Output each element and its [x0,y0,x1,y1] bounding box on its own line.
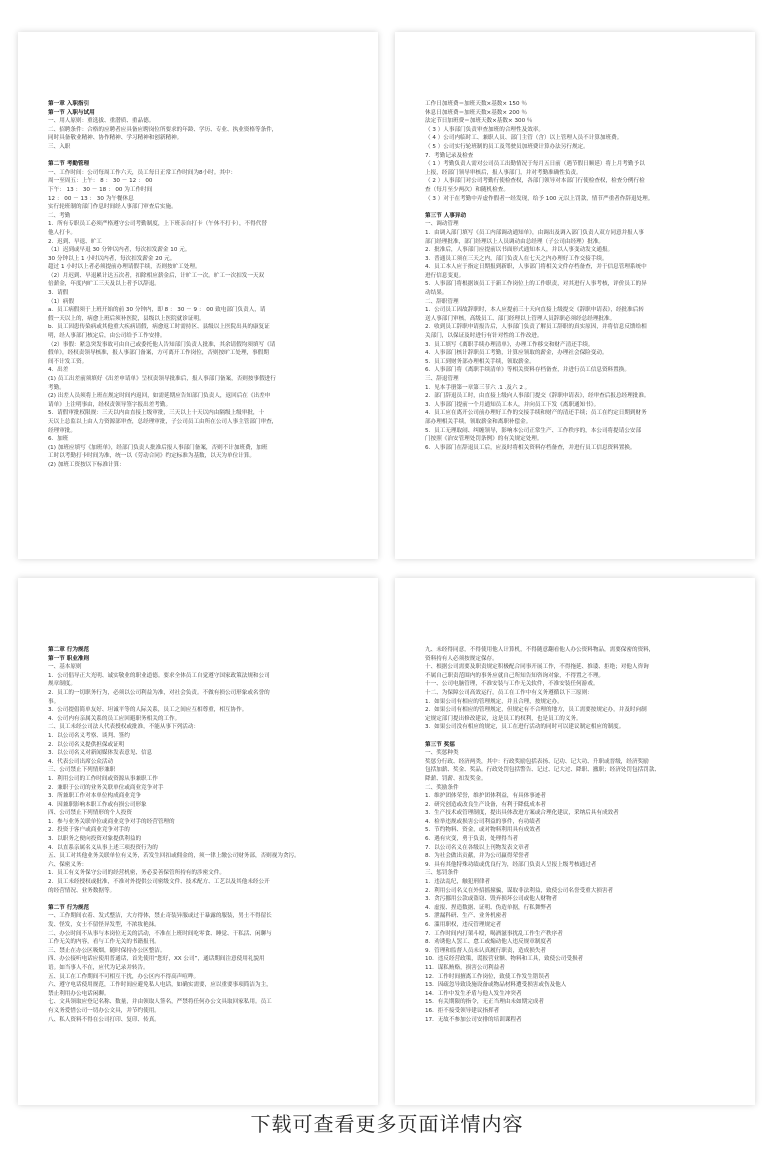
text-line: (2) 出差人员须将上班在规定时间内返回，如需延期应告知部门负责人，返回后在《出差申 [48,393,271,400]
text-line: （ 3 ）人事部门负责审查加班的合理性及效率。 [425,126,544,133]
text-line: 3．所兼职工作对本单位构成商业竞争 [48,793,142,800]
text-line: 一、基本原则 [48,664,82,671]
text-line: (2) 加班工资按以下标准计算： [48,461,125,468]
text-line: 8．为社会做出贡献，并为公司赢得荣誉者 [425,853,530,860]
text-line: （ 2 ）人事部门对公司考勤行使检查权，各部门领导对本部门行使检查权，检查分例行检 [425,178,645,185]
text-line: 一、用人原则：重选拔、重潜质、重品德。 [48,118,155,125]
text-line: 3．生产技术或管理制度，提出具体改进方案或合理化建议，采纳后具有成效者 [425,810,619,817]
text-line: 5．人事部门将根据该员工于新工作岗位上的工作职责，对其进行人事考核，评价员工的异 [425,281,647,288]
text-line [425,203,729,212]
text-line: 工作日加班费＝加班天数×基数× 150 ％ [425,101,527,107]
text-line: 不属自己职责范围内的事务应就自己所知告知咨询对象，不得置之不理。 [425,672,605,679]
text-line [48,895,352,904]
text-line: （2）事假：紧急突发事故可由自己或委托他人告知部门负责人批准，其余请假均须填写《请 [48,341,276,348]
text-line: 发、怪发，女士不留怪异发型，不浓妆艳抹。 [48,922,160,928]
text-line: 3．以公司名义对新闻媒体发表意见、信息 [48,750,153,757]
text-line: 的经营情况、业务数据等。 [48,887,116,894]
text-line: 2．批准后，人事部门应提前以书面形式通知本人，并以人事变动发文通报。 [425,247,614,254]
text-line: 三、公司禁止下列情形兼职 [48,767,116,774]
text-line: 工作无关的内容，看与工作无关的书籍报刊。 [48,939,160,946]
text-line: 5．泄漏科研、生产、业务机密者 [425,913,507,920]
text-line: 假一天以上的，病愈上班后须补医院，县级以上医院就诊证明。 [48,315,205,322]
text-line: 2．投资于客户或商业竞争对手的 [48,827,130,834]
text-line: 4．员工应在离开公司前办理好工作的交接手续和财产的清还手续；员工在约定日期到财务 [425,410,647,417]
text-line: 进行信息变更。 [425,272,465,279]
text-line: 十二、为保障公司高效运行，员工在工作中有义务遵循以下三原则： [425,689,593,696]
text-line: 关部门，以保证及时进行有针对性的工作改进。 [425,333,543,340]
text-line: a．员工病假须于上班开始的前 30 分钟内，即 8 ： 30 － 9 ： 00 致电部门负责人，请 [48,307,266,314]
text-line: 工时以考勤打卡时间为准，统一以《劳动合同》约定标准为基数，以天为单位计算。 [48,453,255,460]
text-line: 休息日加班费＝加班天数×基数× 200 ％ [425,109,527,116]
text-line: 5．员工无理取闹、纠缠领导，影响本公司正常生产、工作秩序的，本公司将提请公安部 [425,427,642,434]
text-line: 1．员工有义务保守公司的经营机密，务必妥善保管所持有的涉密文件。 [48,870,225,877]
text-line: 六、保密义务： [48,861,88,868]
text-line: 1．维护团体荣誉，维护团体利益，有具体事迹者 [425,793,547,800]
text-line: 2．员工未经授权或批准，不准对外提供公司密级文件、技术配方、工艺以及其他未经公开 [48,879,270,886]
text-line: (1) 员工出差前须填好《出差申请单》呈权责领导批准后，报人事部门备案，否则按事假进行 [48,376,276,382]
text-line: 部门经理批准，部门经理以上人员调动由总经理（子公司由经理）批准。 [425,238,605,245]
text-line: 规章制度。 [48,681,76,688]
text-line: 五、员工在工作期间不可相互干扰，办公区内不得高声喧哗。 [48,973,200,980]
text-line: 上报，经部门领导审核后，报人事部门，并对考勤准确性负责。 [425,169,582,176]
text-line: 四、公司禁止下列情形的个人投资 [48,810,132,817]
text-line: 三、禁止在办公区吸烟，随时保持办公区整洁。 [48,947,166,954]
text-line: 7．考勤记录及检查 [425,152,474,159]
text-line: （ 3 ）对于在考勤中弄虚作假者一经发现，给予 100 元以上罚款，情节严重者作辞退处理。 [425,195,654,202]
text-line: （1）病假 [48,298,74,305]
section-heading: 第一节 职业准则 [48,655,90,662]
text-line: 十一、公司电脑管理，不准安装与工作无关软件，不准安装任何游戏。 [425,681,599,688]
text-line: 2．员工的一切职务行为，必须以公司利益为准，对社会负责。不做有损公司形象或名誉的 [48,689,270,696]
text-line [48,152,352,161]
text-line: 3．公司提倡简单友好、坦诚平等的人际关系，员工之间应互相尊重，相互协作。 [48,707,248,714]
text-line: 包括加薪、奖金、奖品。行政处罚包括警告、记过、记大过、降职、撤职；经济处罚包括罚款、 [425,767,660,774]
text-line: 3．员工填写《离职手续办理清单》，办理工作移交和财产清还手续。 [425,341,594,348]
text-line: 周一至周五：上午： 8 ： 30 － 12 ： 00 [48,178,153,185]
text-line: 2．如果公司有相应的管理规定，但规定有不合理的地方，员工需要按规定办，并及时向制 [425,707,647,714]
text-line: 2．部门辞退员工时，由直接上级向人事部门提交《辞职申请表》，经审查后报总经理批准。 [425,393,650,400]
text-line: 四、办公接听电话应使用普通话，首先使用“您好，XX 公司”，通话期间注意使用礼貌用 [48,956,265,963]
text-line: 五、员工对其他业务关联单位有义务，若发生回扣或佣金的，须一律上缴公司财务部，否则视为贪污。 [48,853,300,860]
text-line: 6．遇有灾变，勇于负责，处理得当者 [425,836,519,843]
text-line: 有义务爱惜公司一切办公文具，并节约使用。 [48,1007,160,1014]
document-page-4 [395,578,755,1105]
text-line: 13．因疏忽导致设施设备或物品材料遭受损害或伤及他人 [425,982,567,989]
text-line: 1．公司倡导正大光明、诚实敬业的职业道德。要求全体员工自觉遵守国家政策法规和公司 [48,672,270,679]
text-line: 三、惩罚条件 [425,870,459,877]
text-line: （ 4 ）公司内临时工、兼职人员、部门主管（含）以上管理人员不计算加班费。 [425,135,623,142]
text-line: （2）月迟到、早退累计达五次者，扣除相应薪金后，计旷工一次。旷工一次扣发一天双 [48,272,265,279]
text-line: （ 5 ）公司实行轮班制的员工及驾驶员加班费计算办法另行规定。 [425,143,589,150]
text-line: 降薪、罚薪、扣发奖金。 [425,775,487,782]
text-line: 动结果。 [425,290,448,297]
text-line: 14．工作中发生矛盾与他人发生冲突者 [425,990,522,997]
text-line: 7．工作时间内打架斗殴，喝酒滋事扰乱工作生产秩序者 [425,930,563,937]
document-page-1 [18,32,378,559]
text-line: 2．兼职于公司的业务关联单位或商业竞争对手 [48,784,164,791]
text-line: 二、办公时间不从事与本岗位无关的活动，不准在上班时间吃零食、睡觉、干私活、闲聊与 [48,930,272,937]
text-line: 一、奖惩种类 [425,750,459,757]
text-line: 3．普通员工须在三天之内，部门负责人在七天之内办理好工作交接手续。 [425,255,608,262]
text-line: 二、辞职管理 [425,298,459,305]
text-line: 考勤。 [48,384,65,391]
text-line: 4．员工本人应于指定日期报到新职，人事部门将相关文件存档备查，并于信息管理系统中 [425,264,647,271]
text-line: 15．有关期限的指令，无正当理由未如期完成者 [425,999,544,1006]
text-line: 查（每月至少两次）和随机检查。 [425,186,509,193]
text-line: 9．具有其他特殊功绩或优良行为，经部门负责人呈报上级考核通过者 [425,861,597,868]
section-heading: 第二节 行为规范 [48,904,90,911]
text-line: 3．贪污挪用公款或盗窃、毁弃损坏公司或他人财物者 [425,896,558,903]
text-line: 6．滥用职权，违反管理规定者 [425,922,502,928]
text-line: 二、考勤 [48,212,71,219]
text-line: 经理审批。 [48,427,76,434]
section-heading: 第一节 入职与试用 [48,109,95,116]
text-line: 假单》，经权责领导核准，报人事部门备案，方可离开工作岗位，否则按旷工处理，事假期 [48,350,269,357]
text-line: 九、未经得同意，不得使用他人计算机，不得随意翻看他人办公资料物品，需要保密的资料， [425,647,655,653]
text-line: 资料持有人必须按规定保存。 [425,655,498,662]
text-line: 4．虚报、捏造数据、证明、伪造单据，行私舞弊者 [425,904,552,911]
text-line: 定规定部门提出修改建议，这是员工的权利，也是员工的义务。 [425,715,582,722]
section-heading: 第二节 考勤管理 [48,161,90,168]
document-page-2 [395,32,755,559]
text-line: 明，经人事部门核定后，由公司给予工作安排。 [48,333,166,340]
text-line: 12 ： 00 － 13 ： 30 为午餐休息 [48,195,134,202]
text-line: （ 1 ）考勤负责人需对公司员工出勤情况于每月五日前（遇节假日顺延）将上月考勤予以 [425,161,645,168]
text-line: 事。 [48,698,60,705]
text-line: 1．如果公司有相应的管理规定，并且合理，按规定办。 [425,698,563,705]
text-line: 9．管理和监督人员未认真履行职责，造成损失者 [425,947,547,954]
text-line: 法定节日加班费＝加班天数×基数× 300 ％ [425,118,533,125]
text-line: 请单》上注明事由，经权责领导签字报出差考勤。 [48,401,172,408]
text-line: 门按照《治安管理处罚条例》的有关规定处理。 [425,436,543,443]
text-line: 4．检举违规或损害公司利益的事件，有功绩者 [425,818,541,825]
text-line: 送人事部门审核，高级员工、部门经理以上管理人员辞职必须经总经理批准。 [425,315,616,322]
text-line: 1．违法乱纪，触犯刑律者 [425,879,491,886]
section-heading: 第三节 奖惩 [425,741,455,748]
section-heading: 第二章 行为规范 [48,647,90,653]
text-line: 2．迟到、早退、旷工 [48,238,102,245]
text-line: 5．节约物料、资金，或对物料利用具有成效者 [425,827,541,834]
text-line: 2．研究创造或改良生产设备，有利于降低成本者 [425,801,547,808]
text-line: 部办理相关手续，领取薪金和离职补偿金。 [425,418,532,425]
text-line: 三、辞退管理 [425,376,459,382]
download-more-caption: 下载可查看更多页面详情内容 [250,1112,524,1136]
text-line: 3．以职务之便向投资对象提供利益的 [48,836,142,843]
text-line: 6．人事部门在辞退员工后，应及时将相关资料存档备查，并进行员工信息资料置换。 [425,444,636,451]
text-line: 六、遵守电话使用规范，工作时间应避免私人电话，如确实需要，应以重要事项简洁为主， [48,982,272,989]
text-line: 他人打卡。 [48,229,76,236]
text-line: 11．谋私贿赂，损害公司利益者 [425,964,505,971]
text-line: 十、根据公司需要及职责规定积极配合同事开展工作，不得拖延、推诿、拒绝；对他人咨询 [425,664,649,671]
text-line: 4．因兼职影响本职工作或有损公司形象 [48,801,147,808]
text-line: 4．人事部门核计辞职员工考勤，计算应领取的薪金，办理社会保险变动。 [425,350,608,357]
text-line: 2．收到员工辞职申请报告后，人事部门负责了解员工辞职的真实原因，并将信息反馈给相 [425,324,647,331]
text-line: 七、文具领取应登记名称、数量，并由领取人签名，严禁将任何办公文具取回家私用。员工 [48,999,272,1006]
text-line: 超过 1 小时以上者必须提前办理请假手续，否则按旷工处理。 [48,264,201,271]
text-line: 奖惩分行政、经济两类，其中：行政奖励包括表扬、记功、记大功、升职或晋级，经济奖励 [425,758,649,765]
text-line: 一、调动管理 [425,221,459,228]
text-line: (1) 加班应填写《加班单》，经部门负责人批准后报人事部门备案，否则不计加班费，加班 [48,444,268,451]
text-line: 6．人事部门将《离职手续清单》等相关资料存档备查，并进行员工信息资料置换。 [425,367,630,374]
text-line: 2．以公司名义提供担保或证明 [48,741,125,748]
text-line: 10．违反经营政策，谎报营业额、物料和工具，致使公司受损者 [425,956,584,963]
text-line: 2．利用公司名义在外招摇撞骗，谋取非法利益，致使公司名誉受重大损害者 [425,887,614,894]
text-line: 3．请假 [48,290,69,297]
text-line: （1）迟到或早退 30 分钟以内者，每次扣发薪金 10 元。 [48,247,191,254]
text-line: 4．公司内有亲属关系的员工应回避职务相关的工作。 [48,715,181,722]
text-line: 4．以直系亲属名义从事上述三项投资行为的 [48,844,158,851]
section-heading: 第三节 人事异动 [425,212,467,219]
text-line: 1．参与业务关联单位或商业竞争对手的经营管理的 [48,818,175,825]
text-line: 语。如当事人不在，应代为记录并转告。 [48,964,149,971]
text-line: 5．员工到财务部办理相关手续，领取薪金。 [425,358,535,365]
text-line: 1．以公司名义考察、谈判、签约 [48,732,130,739]
text-line: 3．如果公司没有相应的规定，员工在进行活动的同时可以建议制定相应的制度。 [425,724,625,731]
text-line: 天以上总监以上由人力资源部审查，总经理审批，子公司员工由所在公司人事主管部门审查， [48,418,278,425]
section-heading: 第一章 入职指引 [48,101,90,107]
text-line: 一、工作时间：公司每周工作六天，员工每日正常工作时间为8小时。其中： [48,169,237,176]
document-page-3 [18,578,378,1105]
text-line: 5．请假审批权限规：三天以内由直接上级审批，三天以上十天以内由隔级上级审批，十 [48,410,265,417]
text-line: 4．代表公司出席公众活动 [48,758,114,765]
text-line: 三、入职 [48,143,71,150]
text-line [425,732,729,741]
text-line: 4．出差 [48,367,69,374]
text-line: 二、招聘条件：合格的应聘者应具备应聘岗位所要求的年龄、学历、专业、执业资格等条件， [48,126,278,133]
text-line: 倍薪金，年度内旷工三天及以上者予以辞退。 [48,281,160,288]
text-line: 8．劝诱他人罢工、怠工或煽动他人违反规章制度者 [425,939,552,946]
text-line: 1．见本手册第一章第三节六 .1 .及六 2 。 [425,384,531,391]
text-line: 6．加班 [48,436,69,443]
text-line: 17．无故不参加公司安排的培训课程者 [425,1016,522,1023]
text-line: 16．拒不接受领导建议指挥者 [425,1007,500,1014]
text-line: 1．所有专职员工必须严格遵守公司考勤制度，上下班亲自打卡（午休不打卡），不得代替 [48,221,267,228]
text-line: 二、奖励条件 [425,784,459,791]
text-line: 30 分钟以上 1 小时以内者，每次扣发薪金 20 元。 [48,255,176,262]
text-line: 1．公司员工因故辞职时，本人应提前三十天向直接上级提交《辞职申请表》，经批准后转 [425,307,644,314]
text-line: 实行轮班制的部门作息时间经人事部门审查后实施。 [48,204,177,211]
text-line: 二、员工未经公司法人代表授权或批准，不能从事下列活动： [48,724,200,731]
text-line: 间不计发工资。 [48,358,88,365]
text-line: 一、工作期间衣着、发式整洁，大方得体，禁止奇装异服或过于暴露的服装，男士不得留长 [48,913,272,920]
text-line: 下午： 13 ： 30 － 18 ： 00 为工作时间 [48,186,153,193]
text-line: 禁止利用办公电话闲聊。 [48,990,110,997]
text-line: 7．以公司名义在各级以上刊物发表文章者 [425,844,530,851]
text-line: 同时具备敬业精神、协作精神、学习精神和创新精神。 [48,135,183,142]
text-line: b．员工因患传染病或其他重大疾病请假，病愈返工时需持区、县级以上医院出具的康复证 [48,324,270,331]
text-line: 1．由调入部门填写《员工内部调动通知单》，由调出及调入部门负责人双方同意并报人事 [425,229,644,236]
text-line: 12．工作时间擅离工作岗位，致使工作发生错误者 [425,973,550,980]
text-line: 八、私人资料不得在公司打印、复印、传真。 [48,1016,160,1023]
text-line: 3．人事部门提前一个月通知员工本人，并向员工下发《离职通知书》。 [425,401,600,408]
text-line: 1．利用公司的工作时间或资源从事兼职工作 [48,775,158,782]
